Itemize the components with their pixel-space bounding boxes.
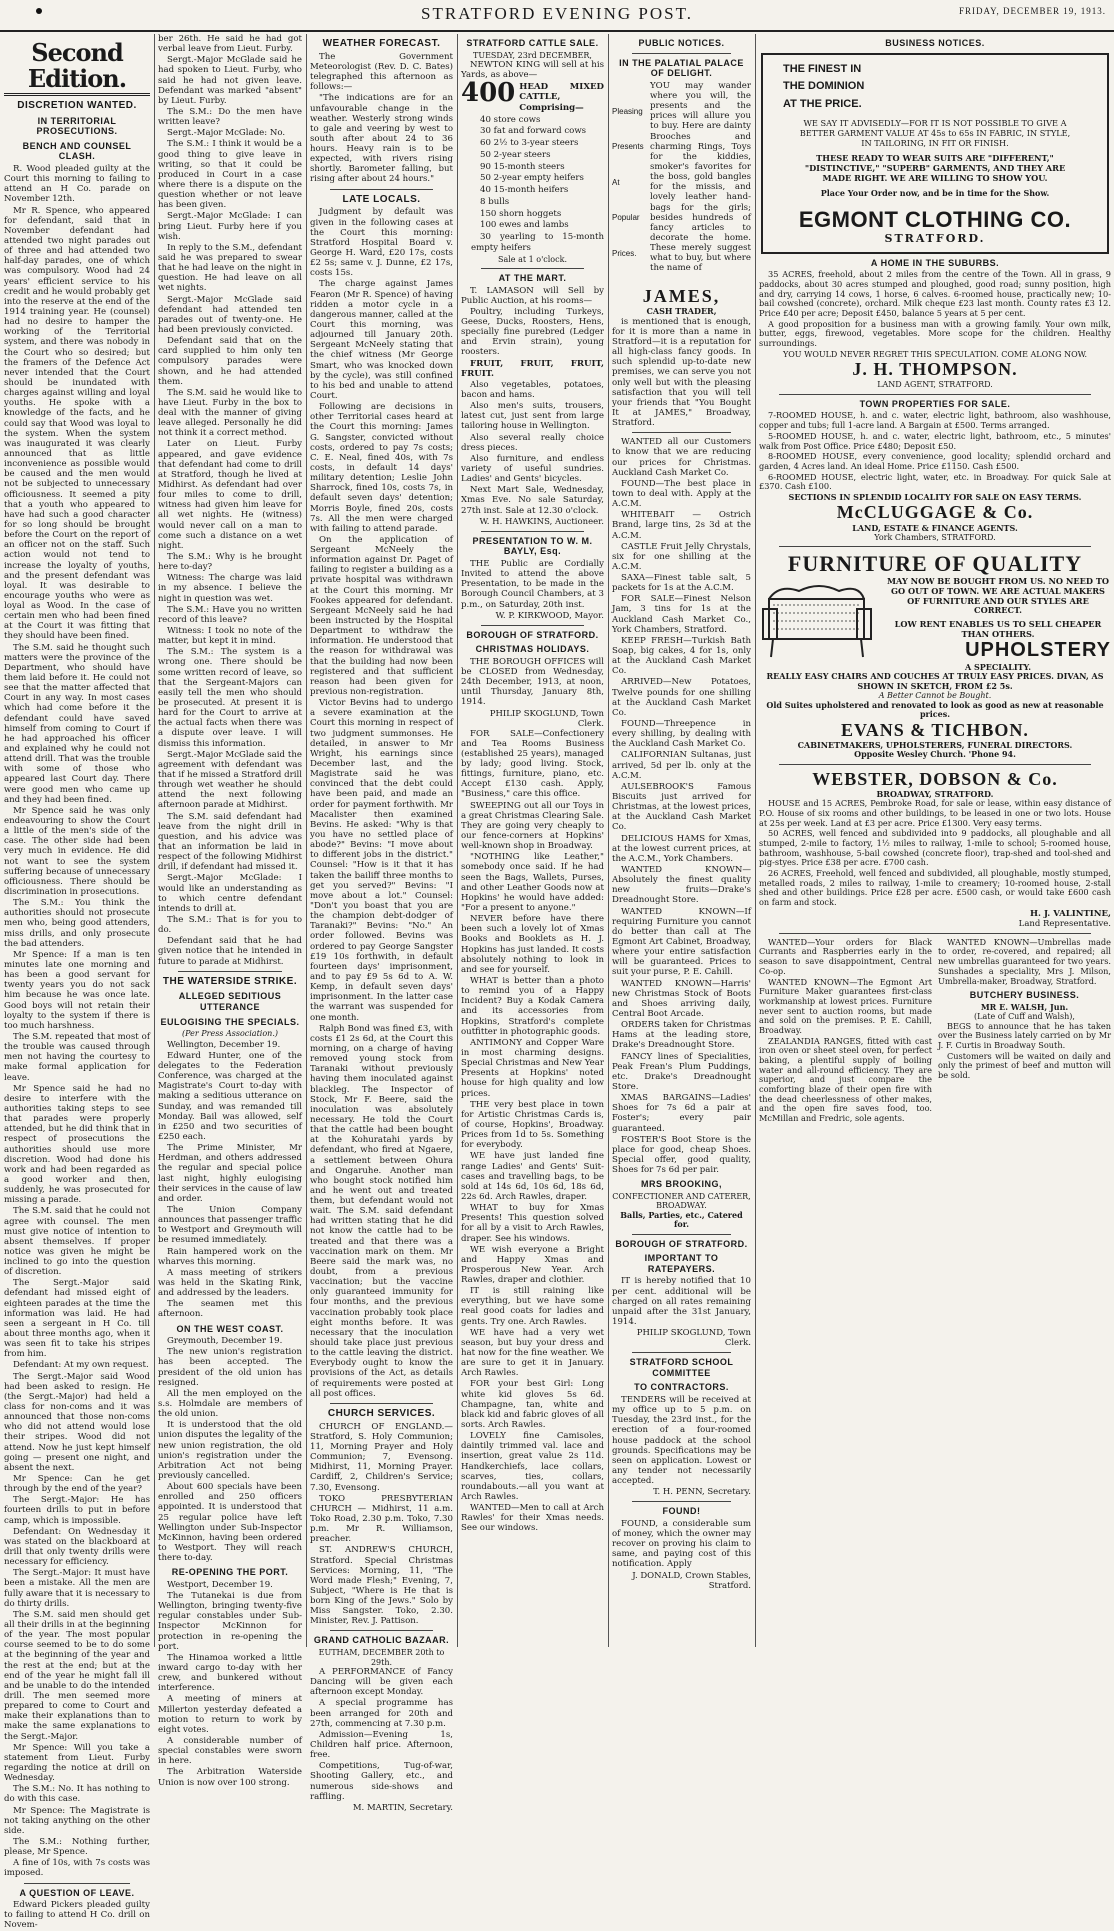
- classified-ad: KEEP FRESH—Turkish Bath Soap, big cakes, 4 for 1s, only at the Auckland Cash Market Co.: [612, 635, 751, 677]
- classified-ad: WANTED KNOWN—Umbrellas made to order, re-covered, and repaired; all new umbrellas guaranteed for two years. Sunshades a speciality, Mrs J. Milson, Umbrella-maker, Broadway, Stratford.: [938, 936, 1111, 986]
- subheadline: RE-OPENING THE PORT.: [171, 1567, 289, 1578]
- classified-ad: WANTED KNOWN—The Egmont Art Furniture Maker guarantees first-class workmanship at lowest prices. Furniture never sent to auction rooms, but made and sold on the premises. P. E. Cahill, Broadway.: [759, 976, 932, 1035]
- advertiser-address: Opposite Wesley Church. 'Phone 94.: [854, 749, 1016, 760]
- agent-address: BROADWAY, STRATFORD.: [876, 788, 994, 799]
- column-3: [310, 34, 453, 1813]
- paragraph: The charge against James Fearon (Mr R. Spence) of having ridden a motor cycle in a dangerous manner, called at the Court this morning, was adjourned till January 20th. Sergeant McNeely stating that the chief witness (Mr George Smart, who was knocked down by the cycle), was still confined to his bed and unable to attend Court.: [310, 279, 453, 401]
- headline: CHURCH SERVICES.: [327, 1407, 436, 1419]
- classified-columns: [759, 938, 1111, 1125]
- paragraph: THE Public are Cordially Invited to attend the above Presentation, to be made in the Borough Council Chambers, at 3 p.m., on Saturday, 20th inst.: [461, 558, 604, 610]
- classified-ad: ARRIVED—New Potatoes, Twelve pounds for one shilling at the Auckland Cash Market Co.: [612, 677, 751, 718]
- advert-body: LOW RENT ENABLES US TO SELL CHEAPER THAN OTHERS.: [894, 619, 1102, 639]
- paragraph: The Arbitration Waterside Union is now over 100 strong.: [158, 1767, 302, 1788]
- column-rule: [154, 34, 155, 1647]
- advert-body: A Better Cannot be Bought.: [878, 691, 992, 701]
- classified-ad: XMAS BARGAINS—Ladies' Shoes for 7s 6d a pair at Foster's; every pair guaranteed.: [612, 1093, 751, 1134]
- divider: [330, 189, 433, 190]
- classified-ad: WANTED KNOWN—If requiring Furniture you cannot do better than call at The Egmont Art Cabinet, Broadway, where your entire satisfaction will be guaranteed. Prices to suit your purse, P. E. Cahill.: [612, 906, 751, 978]
- paragraph: Sergt.-Major McGlade said he had spoken to Lieut. Furby, who said he had not given leave. Defendant was marked "absent" by Lieut. Furby.: [158, 55, 302, 106]
- issue-date: FRIDAY, DECEMBER 19, 1913.: [958, 6, 1106, 16]
- classified-ad: WHAT to buy for Xmas Presents! This question solved for all by a visit to Arch Rawles, draper. See his windows.: [461, 1203, 604, 1244]
- lot-item: 40 store cows: [480, 114, 541, 125]
- paragraph: Defendant said that he had given notice that he intended in future to parade at Midhirst.: [158, 936, 302, 967]
- paragraph: The S.M.: Why is he brought here to-day?: [158, 552, 302, 573]
- paragraph: The S.M. said that he could not agree with counsel. The men must give notice of intention to absent themselves. If proper notice was given he might be inclined to go into the question of discretion.: [4, 1206, 150, 1278]
- classified-ad: NEVER before have there been such a lovely lot of Xmas Books and Booklets as H. J. Hopkins has just landed. It costs absolutely nothing to look in and see for yourself.: [461, 914, 604, 975]
- column-6: [759, 34, 1111, 1647]
- paragraph: Edward Hunter, one of the delegates to the Federation Conference, was charged at the Magistrate's Court to-day with making a seditious utterance on Sunday, and was remanded till Monday. Bail was allowed, self in £250 and two securities of £250 each.: [158, 1050, 302, 1142]
- listing: 8-ROOMED HOUSE, every convenience, good locality; splendid orchard and garden, 4 Acres land. An ideal Home. Price £1150. Cash £500.: [759, 451, 1111, 471]
- advert-slogan: [783, 61, 1101, 114]
- paragraph: FOUND, a considerable sum of money, which the owner may recover on proving his claim to same, and paying cost of this notification. Apply: [612, 1518, 751, 1570]
- slogan-line: THE FINEST IN: [783, 62, 862, 75]
- divider: [481, 268, 584, 269]
- subheadline: IN THE PALATIAL PALACE OF DELIGHT.: [619, 57, 744, 79]
- paragraph: The new union's registration has been accepted. The president of the old union has resigned.: [158, 1347, 302, 1388]
- headline: PUBLIC NOTICES.: [638, 38, 725, 48]
- paragraph: ber 26th. He said he had got verbal leave from Lieut. Furby.: [158, 34, 302, 55]
- classified-ad: BEGS to announce that he has taken over the Business lately carried on by Mr J. F. Curtis in Broadway South.: [938, 1020, 1111, 1050]
- listing: 6-ROOMED HOUSE, electric light, water, etc. in Broadway. For quick Sale at £370. Cash £100.: [759, 471, 1111, 492]
- masthead: [0, 0, 1114, 32]
- paragraph: Sergt.-Major McGlade said defendant had attended ten parades out of twenty-one. He had been previously convicted.: [158, 294, 302, 335]
- newspaper-title: STRATFORD EVENING POST.: [421, 4, 693, 23]
- headline: AT THE MART.: [498, 273, 567, 283]
- classified-ad: WE wish everyone a Bright and Happy Xmas and Prosperous New Year. Arch Rawles, draper and clothier.: [461, 1244, 604, 1286]
- paragraph: The S.M.: Nothing further, please, Mr Spence.: [4, 1836, 150, 1858]
- paragraph: Victor Bevins had to undergo a severe examination at the Court this morning in respect of two judgment summonses. He detailed, in answer to Mr Wright, his earnings since December last, and the Magistrate said he was convinced that the debt could have been paid, and made an order for payment forthwith. Mr Macalister then examined Bevins. He asked: "Why is that you have no settled place of abode?" Bevins: "I move about to different jobs in the district." Counsel: "How is it that it has taken the bailiff three months to get you served?" Bevins: "I move about a lot." Counsel: "Don't you boast that you are the champion debt-dodger of Taranaki?" Bevins: "No." An order followed. Bevins was ordered to pay George Sangster £19 10s forthwith, in default fourteen days' imprisonment, and to pay £9 5s 6d to A. W. Kemp, in default seven days' imprisonment. In the latter case the warrant was suspended for one month.: [310, 698, 453, 1023]
- headline: A QUESTION OF LEAVE.: [19, 1887, 135, 1898]
- paragraph: Defendant: At my own request.: [13, 1360, 149, 1371]
- signature: W. H. HAWKINS, Auctioneer.: [479, 516, 604, 527]
- paragraph: The Sergt.-Major said defendant had missed eight of eighteen parades at the time the information was laid. He had seen a sergeant in H Co. till about three months ago, when it was seen fit to take his stripes from him.: [4, 1278, 150, 1360]
- paragraph: Mr Spence said he was only endeavouring to show the Court a little of the men's side of the case. The other side had been very much in evidence. He did not want to see the system suffering because of unnecessary officiousness. There should be discrimination in prosecutions.: [4, 805, 150, 897]
- headline: BOROUGH OF STRATFORD.: [466, 629, 599, 640]
- divider: [330, 1403, 433, 1404]
- subheadline: IN TERRITORIAL PROSECUTIONS.: [36, 115, 118, 137]
- agent-title: LAND, ESTATE & FINANCE AGENTS.: [852, 522, 1018, 533]
- paragraph: R. Wood pleaded guilty at the Court this morning to failing to attend an H Co. parade on November 12th.: [4, 164, 150, 205]
- dateline: Greymouth, December 19.: [167, 1336, 283, 1347]
- paragraph: Also furniture, and endless variety of useful sundries. Ladies' and Gents' bicycles.: [461, 453, 604, 485]
- divider: [481, 531, 584, 532]
- headline: DISCRETION WANTED.: [17, 99, 137, 111]
- cattle-heading: HEAD MIXED CATTLE, Comprising—: [519, 82, 604, 113]
- paragraph: Sergt.-Major McGlade said the agreement with defendant was that if he missed a Stratford drill through wet weather he should attend the next following afternoon parade at Midhirst.: [158, 749, 302, 811]
- subheadline: EULOGISING THE SPECIALS.: [160, 1016, 300, 1027]
- column-4: [461, 34, 604, 1647]
- lot-item: 30 yearling to 15-month empty heifers: [471, 232, 604, 253]
- classified-ad: ORDERS taken for Christmas Hams at the leading store, Drake's Dreadnought Store.: [612, 1020, 751, 1051]
- paragraph: Rain hampered work on the wharves this morning.: [158, 1246, 302, 1267]
- classified-ad: WE have had a very wet season, but buy your dress and hat now for the fine weather. We are sure to get it in January. Arch Rawles.: [461, 1327, 604, 1379]
- paragraph: A fine of 10s, with 7s costs was imposed.: [4, 1858, 150, 1879]
- advertiser-trade: CABINETMAKERS, UPHOLSTERERS, FUNERAL DIRECTORS.: [797, 739, 1073, 750]
- divider: [779, 764, 1091, 765]
- divan-sketch-icon: [759, 579, 879, 669]
- column-5: [612, 34, 751, 1647]
- paragraph: YOU WOULD NEVER REGRET THIS SPECULATION. COME ALONG NOW.: [782, 349, 1088, 359]
- advertiser-name: EGMONT CLOTHING CO.: [798, 206, 1072, 232]
- divider: [632, 1501, 731, 1502]
- classified-ad: AULSEBROOK'S Famous Biscuits just arrived for Christmas, at the lowest prices, at the Auckland Cash Market Co.: [612, 781, 751, 833]
- column-1: [4, 34, 150, 1931]
- headline: LATE LOCALS.: [342, 193, 421, 205]
- headline: PRESENTATION TO W. M. BAYLY, Esq.: [472, 535, 593, 557]
- classified-ad: WHITEBAIT — Ostrich Brand, large tins, 2s 3d at the A.C.M.: [612, 510, 751, 541]
- paragraph: About 600 specials have been enrolled and 250 officers appointed. It is understood that 25 regular police have left Wellington under Sub-Inspector McKinnon, having been ordered to Westport. They will reach there to-day.: [158, 1482, 302, 1564]
- advert-body: MAY NOW BE BOUGHT FROM US. NO NEED TO GO OUT OF TOWN. WE ARE ACTUAL MAKERS OF FURNITURE AND OUR STYLES ARE CORRECT.: [886, 576, 1110, 616]
- paragraph: CHURCH OF ENGLAND.—Stratford, S. Holy Communion; 11, Morning Prayer and Holy Communion; 7, Evensong. Midhirst, 11, Morning Prayer. Cardiff, 2, Children's Service; 7.30, Evensong.: [310, 1421, 453, 1493]
- subheadline: ALLEGED SEDITIOUS UTTERANCE: [178, 991, 282, 1013]
- classified-ad: WANTED KNOWN—Absolutely the finest quality new fruits—Drake's Dreadnought Store.: [612, 865, 751, 906]
- advert-body: REALLY EASY CHAIRS AND COUCHES AT TRULY EASY PRICES. DIVAN, AS SHOWN IN SKETCH, FROM £2 5s.: [766, 671, 1104, 691]
- divider: [632, 1234, 731, 1235]
- headline: WEATHER FORECAST.: [322, 38, 441, 49]
- classified-ad: LOVELY fine Camisoles, daintily trimmed val. lace and insertion, great value 2s 11d. Handkerchiefs, lace collars, scarves, ties, collars, roundabouts.—all you want at Arch Rawles.: [461, 1431, 604, 1503]
- listing: 26 ACRES, Freehold, well fenced and subdivided, all ploughable, mostly stumped, metalled roads, 2 miles to railway, 1-mile to creamery; 10-roomed house, 2-stall shed and other buildings. Price £28 per acre. £500 cash, or would take £600 cash on farm and stock.: [759, 868, 1111, 908]
- edition-banner: Second Edition.: [4, 40, 150, 96]
- paragraph: The S.M.: That is for you to do.: [158, 914, 302, 936]
- paragraph: Witness: I took no note of the matter, but kept it in mind.: [158, 626, 302, 647]
- headline: STRATFORD SCHOOL COMMITTEE: [629, 1357, 734, 1378]
- column-rule: [608, 34, 609, 1647]
- listing: 7-ROOMED HOUSE, h. and c. water, electric light, bathroom, also washhouse, copper and tubs; full 1-acre land. A Bargain at £500. Terms arranged.: [759, 410, 1111, 431]
- paragraph: The seamen met this afternoon.: [158, 1299, 302, 1320]
- wire-credit: (Per Press Association.): [182, 1029, 278, 1039]
- subheadline: CHRISTMAS HOLIDAYS.: [475, 644, 590, 655]
- cattle-number: 400: [461, 78, 516, 109]
- paragraph: The Tutanekai is due from Wellington, bringing twenty-five regular constables under Sub-Inspector McKinnon for protection in re-opening the port.: [158, 1590, 302, 1652]
- classified-ad: FOR SALE—Confectionery and Tea Rooms Business (established 25 years), managed by lady; good living. Stock, fittings, furniture, piano, etc. Accept £130 cash. Apply, "Business," care this office.: [461, 728, 604, 800]
- cattle-lots: [461, 115, 604, 254]
- lot-item: 40 15-month heifers: [480, 185, 569, 196]
- advert-subtitle: UPHOLSTERY: [965, 639, 1111, 662]
- lot-item: 50 2-year steers: [480, 149, 551, 160]
- paragraph: The S.M.: The system is a wrong one. There should be some written record of leave, so that the Sergeant-Majors can easily tell the men who should be prosecuted. At present it is hard for the Court to arrive at the actual facts when there was a dispute over leave. I will dismiss this information.: [158, 647, 302, 749]
- lot-item: 60 2½ to 3-year steers: [480, 138, 579, 149]
- paragraph: Admission—Evening 1s, Children half price. Afternoon, free.: [310, 1729, 453, 1761]
- paragraph: The Government Meteorologist (Rev. D. C. Bates) telegraphed this afternoon as follows:—: [310, 51, 453, 93]
- column-rule: [306, 34, 307, 1647]
- classified-ad: "NOTHING like Leather," somebody once said. If he had seen the Bags, Wallets, Purses, and other Leather Goods now at Hopkins' he would have added: "For a present to anyone.": [461, 852, 604, 913]
- signature: J. DONALD, Crown Stables, Stratford.: [632, 1570, 751, 1591]
- agent-address: York Chambers, STRATFORD.: [874, 532, 996, 542]
- paragraph: The S.M.: Have you no written record of this leave?: [158, 604, 302, 625]
- paragraph: Mr R. Spence, who appeared for defendant, said that in November defendant had attended two night parades out of three and had attended two half-day parades, one of which was compulsory. Wood had 24 years' efficient service to his credit and he would probably get into the reserve at the end of the 1914 training year. He (counsel) had no desire to hamper the working of the Territorial system, and there was nobody in the Court who so desired; but the framers of the Defence Act never intended that the Court should be inundated with charges against willing and loyal youths. He spoke with a knowledge of the facts, and he could say that Wood was loyal to the system. When the system was inaugurated it was clearly announced that as little inconvenience as possible would be caused and the men would not be subjected to unnecessary officiousness. It seemed a pity that a youth who appeared to have had such a good character for so long should be brought before the Court on the report of an officer not on the staff. Such action would not tend to increase the loyalty of youths, and the present defendant was loyal. It was desirable to encourage youths who were as loyal as Wood. In the case of certain men who had been fined at the Court it was fitting that they should have been fined.: [4, 205, 150, 642]
- paragraph: TOKO PRESBYTERIAN CHURCH — Midhirst, 11 a.m. Toko Road, 2.30 p.m. Toko, 7.30 p.m. Mr R. Williamson, preacher.: [310, 1493, 453, 1545]
- paragraph: Sergt.-Major McGlade: No.: [167, 128, 286, 139]
- divider: [779, 394, 1091, 395]
- headline: BUSINESS NOTICES.: [885, 38, 985, 48]
- paragraph: 35 ACRES, freehold, about 2 miles from the centre of the Town. All in grass, 9 paddocks, about 30 acres stumped and ploughed, good road; sunny position, high and dry, carrying 14 cows, 1 horse, 6 calves. 6-roomed house, practically new; 10-bail cowshed (concrete), orchard. Milk cheque £23 last month. County rates £3 12. Price £40 per acre; Deposit £450, balance 5 years at 5 per cent.: [759, 269, 1111, 319]
- classified-ad: CALIFORNIAN Sultanas, just arrived, 5d per lb. only at the A.C.M.: [612, 750, 751, 781]
- paragraph: Judgment by default was given in the following cases at the Court this morning: Stratford Hospital Board v. George H. Ward, £20 17s, costs £2 5s; same v. J. Dunne, £2 17s, costs 15s.: [310, 207, 453, 279]
- paragraph: Defendant said that on the card supplied to him only ten compulsory parades were shown, and he had attended them.: [158, 336, 302, 387]
- lot-item: 30 fat and forward cows: [480, 126, 587, 137]
- column-rule: [755, 34, 756, 1647]
- paragraph: Also several really choice dress pieces.: [461, 432, 604, 453]
- paragraph: ST. ANDREW'S CHURCH, Stratford. Special Christmas Services: Morning, 11, "The Word made Flesh;" Evening, 7, Subject, "Where is He that is born King of the Jews." Solo by Miss Sangster. Toko, 2.30. Minister, Rev. J. Pattison.: [310, 1545, 453, 1627]
- paragraph: A special programme has been arranged for 20th and 27th, commencing at 7.30 p.m.: [310, 1698, 453, 1729]
- divider: [779, 546, 1091, 547]
- paragraph: NEWTON KING will sell at his Yards, as above—: [461, 60, 604, 81]
- paragraph: A PERFORMANCE of Fancy Dancing will be given each afternoon except Monday.: [310, 1666, 453, 1698]
- classified-ad: IT is still raining like everything, but we have some real good coats for ladies and gents. Try one. Arch Rawles.: [461, 1286, 604, 1327]
- slogan-line: AT THE PRICE.: [783, 97, 862, 110]
- agent-name: H. J. VALINTINE,: [1030, 908, 1111, 919]
- paragraph: Witness: The charge was laid in my absence. I believe the night in question was wet.: [158, 573, 302, 604]
- dateline: Westport, December 19.: [167, 1579, 273, 1590]
- paragraph: Following are decisions in other Territorial cases heard at the Court this morning: James G. Sangster, convicted without costs, ordered to pay 7s costs; C. E. Neal, fined 40s, with 7s costs, in default 14 days' military detention; Leslie John Sharrock, fined 10s, costs 7s, in default seven days' detention; Morris Boyle, fined 20s, costs 7s. All the men were charged with failing to attend parade.: [310, 402, 453, 534]
- agent-name: McCLUGGAGE & Co.: [836, 502, 1034, 523]
- slogan-line: THE DOMINION: [783, 80, 865, 93]
- paragraph: Next Mart Sale, Wednesday, Xmas Eve. No sale Saturday, 27th inst. Sale at 12.30 o'clock.: [461, 485, 604, 516]
- paragraph: Mr Spence: The Magistrate is not taking anything on the other side.: [4, 1805, 150, 1836]
- advertiser-note: (Late of Cuff and Walsh),: [974, 1012, 1075, 1022]
- advert-cta: Place Your Order now, and be in time for the Show.: [820, 188, 1050, 199]
- side-label: Presents: [612, 142, 644, 152]
- sale-time: Sale at 1 o'clock.: [498, 254, 567, 264]
- paragraph: A considerable number of special constables were sworn in here.: [158, 1735, 302, 1767]
- paragraph: IT is hereby notified that 10 per cent. additional will be charged on all rates remaining unpaid after the 31st January, 1914.: [612, 1276, 751, 1327]
- classified-ad: WE have just landed fine range Ladies' and Gents' Suit-cases and travelling bags, to be sold at 14s 6d, 10s 6d, 18s 6d, 22s 6d. Arch Rawles, draper.: [461, 1151, 604, 1202]
- divider: [24, 1883, 130, 1884]
- paragraph: The Sergt.-Major: It must have been a mistake. All the men are fully aware that it is necessary to do thirty drills.: [4, 1568, 150, 1609]
- lot-item: 50 2-year empty heifers: [480, 173, 584, 184]
- classified-ad: FOR your best Girl: Long white kid gloves 5s 6d. Champagne, tan, white and black kid and fabric gloves of all sorts. Arch Rawles.: [461, 1379, 604, 1431]
- paragraph: Poultry, including Turkeys, Geese, Ducks, Roosters, Hens, specially fine purebred (Ledger and Ervin strain), young roosters.: [461, 306, 604, 358]
- headline: BOROUGH OF STRATFORD.: [615, 1238, 748, 1249]
- signature: W. P. KIRKWOOD, Mayor.: [495, 610, 604, 621]
- headline: GRAND CATHOLIC BAZAAR.: [313, 1635, 450, 1646]
- paragraph: Defendant: On Wednesday it was stated on the blackboard at drill that only twenty drills were necessary for efficiency.: [4, 1526, 150, 1568]
- paragraph: Later on Lieut. Furby appeared, and gave evidence that defendant had come to drill at Stratford, though he lived at Midhirst. As defendant had over four miles to come to drill, witness had given him leave for all wet nights. He (witness) would never call on a man to come such a distance on a wet night.: [158, 439, 302, 551]
- lot-item: 8 bulls: [480, 196, 510, 207]
- side-label: Prices.: [612, 248, 637, 258]
- advert-body: Old Suites upholstered and renovated to look as good as new at reasonable prices.: [766, 699, 1104, 720]
- divider: [779, 933, 1091, 934]
- paragraph: Competitions, Tug-of-war, Shooting Gallery, etc., and numerous side-shows and raffling.: [310, 1761, 453, 1802]
- james-advert: [612, 81, 751, 284]
- egmont-advert: [761, 53, 1109, 254]
- advertiser-tagline: Balls, Parties, etc., Catered for.: [620, 1209, 743, 1230]
- classified-left: [759, 938, 932, 1125]
- paragraph: A meeting of miners at Millerton yesterday defeated a motion to return to work by eight votes.: [158, 1694, 302, 1735]
- lot-item: 90 15-month steers: [480, 161, 565, 172]
- paragraph: THE BOROUGH OFFICES will be CLOSED from Wednesday, 24th December, 1913, at noon, until Thursday, January 8th, 1914.: [461, 656, 604, 708]
- advertiser-town: STRATFORD.: [884, 231, 986, 245]
- classified-ad: SWEEPING out all our Toys in a great Christmas Clearing Sale. They are going very cheaply to our fence-corners at Hopkins' well-known shop in Broadway.: [461, 800, 604, 852]
- headline: THE WATERSIDE STRIKE.: [162, 975, 298, 987]
- paragraph: The S.M. said he would like to have Lieut. Furby in the box to deal with the manner of giving leave alleged. Personally he did not think it a correct method.: [158, 387, 302, 439]
- paragraph: Mr Spence: Will you take a statement from Lieut. Furby regarding the notice at drill on Wednesday.: [4, 1742, 150, 1784]
- agent-name: J. H. THOMPSON.: [852, 359, 1018, 380]
- column-2: [158, 34, 302, 1788]
- divider: [330, 1630, 433, 1631]
- divider: [481, 625, 584, 626]
- paragraph: Mr Spence: If a man is ten minutes late one morning and has been a good servant for twenty years you do not sack him because he was once late. Good boys will not retain their loyalty to the system if there is too much harshness.: [4, 949, 150, 1031]
- subheadline: IMPORTANT TO RATEPAYERS.: [644, 1253, 719, 1274]
- advertiser-name: EVANS & TICHBON.: [841, 719, 1029, 740]
- paragraph: The S.M.: You think the authorities should not prosecute men who, being good attenders, miss drills, and only prosecute the bad attenders.: [4, 898, 150, 949]
- paragraph: T. LAMASON will Sell by Public Auction, at his rooms—: [461, 285, 604, 306]
- column-rule: [457, 34, 458, 1647]
- classified-ad: THE very best place in town for Artistic Christmas Cards is, of course, Hopkins', Broadway. Prices from 1d to 5s. Something for everybody.: [461, 1099, 604, 1151]
- headline: TOWN PROPERTIES FOR SALE.: [859, 398, 1011, 409]
- paragraph: TENDERS will be received at my office up to 5 p.m. on Tuesday, the 23rd inst., for the erection of a four-roomed house paddock at the school grounds. Specifications may be seen on application. Lowest or any tender not necessarily accepted.: [612, 1394, 751, 1487]
- classified-ad: ZEALANDIA RANGES, fitted with cast iron oven or sheet steel oven, for perfect baking, a plentiful supply of boiling water and all-round efficiency. They are superior, and just compare the comforting blaze of their open fire with the dead cheerlessness of other makes, and the open fire saves food, too. McMillan and Fredric, sole agents.: [759, 1035, 932, 1123]
- classified-ad: WANTED all our Customers to know that we are reducing our prices for Christmas. Auckland Cash Market Co.: [612, 437, 751, 478]
- paragraph: Sergt.-Major McGlade: I would like an understanding as to which centre defendant intends to drill at.: [158, 873, 302, 914]
- classified-ad: CASTLE Fruit Jelly Chrystals, six for one shilling at the A.C.M.: [612, 541, 751, 572]
- side-label: At: [612, 177, 620, 187]
- paragraph: The S.M. said men should get all their drills in at the beginning of the year. The most popular course seemed to be to do some at the beginning of the year and the rest at the end; but at the end of the year he might fall ill and be unable to do the intended drill. The men seemed more prepared to come to Court and make their explanations than to make the same explanations to the Sergt.-Major.: [4, 1609, 150, 1742]
- classified-ad: FOUND—The best place in town to deal with. Apply at the A.C.M.: [612, 478, 751, 510]
- side-label: Popular: [612, 213, 640, 223]
- subheadline: TO CONTRACTORS.: [634, 1382, 729, 1393]
- paragraph: Mr Spence: Can he get through by the end of the year?: [4, 1474, 150, 1495]
- sale-date: TUESDAY, 23rd DECEMBER,: [473, 50, 592, 60]
- subheadline: ON THE WEST COAST.: [176, 1323, 284, 1334]
- paragraph: A mass meeting of strikers was held in the Skating Rink, and addressed by the leaders.: [158, 1267, 302, 1299]
- advert-body: YOU may wander where you will, the presents and the prices will allure you to buy. Here are dainty Brooches and charming Rings, Toys for the kiddies, smoker's favorites for the boss, gold bangles for the missis, and lovely leather hand-bags for the girls; besides hundreds of fancy articles to decorate the home. These merely suggest what to buy, but where the name of: [650, 80, 751, 274]
- event-dates: EUTHAM, DECEMBER 20th to 29th.: [318, 1648, 445, 1667]
- paragraph: The S.M.: No. It has nothing to do with this case.: [4, 1784, 150, 1805]
- headline: STRATFORD CATTLE SALE.: [466, 38, 599, 48]
- advertiser-trade: CONFECTIONER AND CATERER, BROADWAY.: [612, 1191, 751, 1211]
- paragraph: The Prime Minister, Mr Herdman, and others addressed the regular and special police last night, highly eulogising their services in the cause of law and order.: [158, 1143, 302, 1204]
- agent-name: WEBSTER, DOBSON & Co.: [812, 768, 1058, 789]
- advertiser-name: JAMES,: [642, 286, 721, 307]
- divider: [178, 971, 282, 972]
- classified-ad: Customers will be waited on daily and only the primest of beef and mutton will be sold.: [938, 1050, 1111, 1081]
- headline: FOUND!: [662, 1506, 701, 1517]
- dateline: Wellington, December 19.: [167, 1039, 281, 1050]
- paragraph: The Sergt.-Major said Wood had been asked to resign. He (the Sergt.-Major) had held a class for non-coms and it was announced that those non-coms who did not attend would lose their stripes. Wood did not attend. Now he just kept himself going — present one night, and absent the next.: [4, 1371, 150, 1473]
- advert-title: FURNITURE OF QUALITY: [787, 551, 1083, 577]
- classified-ad: WANTED—Men to call at Arch Rawles' for their Xmas needs. See our windows.: [461, 1503, 604, 1534]
- paragraph: A good proposition for a business man with a growing family. Your own milk, butter, eggs, firewood, vegetables. More scope for the children. Healthy surroundings.: [759, 318, 1111, 349]
- advertiser-name: MR E. WALSH, Jun.: [980, 1001, 1069, 1012]
- divider: [632, 1352, 731, 1353]
- side-label: Pleasing: [612, 106, 643, 116]
- divider: [632, 53, 731, 54]
- paragraph: Also vegetables, potatoes, bacon and hams.: [461, 379, 604, 401]
- listing: 50 ACRES, well fenced and subdivided into 9 paddocks, all ploughable and all stumped, 2-mile to factory, 1½ miles to railway, 1-mile to school; 5-roomed house, bathroom, washhouse, 5-bail cowshed (concrete floor), trap-shed and tool-shed and pig-styes. Price £38 per acre. £700 cash.: [759, 828, 1111, 868]
- paragraph: All the men employed on the s.s. Holmdale are members of the old union.: [158, 1388, 302, 1420]
- signature: M. MARTIN, Secretary.: [352, 1802, 453, 1813]
- paragraph: The S.M. repeated that most of the trouble was caused through men not having the courtesy to make formal application for leave.: [4, 1031, 150, 1083]
- subheadline: BENCH AND COUNSEL CLASH.: [22, 140, 132, 162]
- headline: MRS BROOKING,: [640, 1179, 722, 1190]
- classified-ad: FOSTER'S Boot Store is the place for good, cheap Shoes. Special offer, good quality, Shoes for 7s 6d per pair.: [612, 1134, 751, 1176]
- headline: A HOME IN THE SUBURBS.: [870, 257, 1000, 268]
- listing: SECTIONS IN SPLENDID LOCALITY FOR SALE ON EASY TERMS.: [788, 491, 1082, 502]
- paragraph: Ralph Bond was fined £3, with costs £1 2s 6d, at the Court this morning, on a charge of having removed young stock from Taranaki without previously having them inoculated against blackleg. The Inspector of Stock, Mr F. Beere, said the inoculation was absolutely necessary. He told the Court that the cattle had been bought at the Kohuratahi yards by defendant, who fired at Ngaere, a settlement between Ohura and Ongaruhe. Another man who bought stock notified him and he went out and treated them, but defendant would not wait. The S.M. said defendant had written stating that he did not know the cattle had to be treated and that there was a vaccination mark on them. Mr Beere said the mark was, no doubt, from a previous vaccination; but the vaccine only guaranteed immunity for four months, and the previous vaccination probably took place eight months before. It was necessary that the inoculation should take place just previous to the cattle leaving the district. Everybody ought to know the provisions of the Act, as details of requirements were posted at all post offices.: [310, 1023, 453, 1399]
- paragraph: Sergt.-Major McGlade: I can bring Lieut. Furby here if you wish.: [158, 211, 302, 242]
- paragraph: It is understood that the old union disputes the legality of the new union registration, the old union's registration under the Arbitration Act not being previously cancelled.: [158, 1420, 302, 1481]
- classified-right: [938, 938, 1111, 1125]
- agent-title: LAND AGENT, STRATFORD.: [877, 380, 993, 390]
- classified-ad: FOUND—Threepence in every shilling, by dealing with the Auckland Cash Market Co.: [612, 719, 751, 750]
- listing: 5-ROOMED HOUSE, h. and c. water, electric light, bathroom, etc., 5 minutes' walk from Post Office. Price £480; Deposit £50.: [759, 430, 1111, 451]
- paragraph: The S.M.: I think it would be a good thing to give leave in writing, so that it could be produced in Court in a case where there is a dispute on the question whether or not leave has been given.: [158, 139, 302, 211]
- paragraph: Also men's suits, trousers, latest cut, just sent from large tailoring house in Wellington.: [461, 401, 604, 432]
- furniture-advert: [759, 577, 1111, 663]
- advert-body: A SPECIALITY.: [965, 661, 1031, 672]
- lot-item: 100 ewes and lambs: [480, 220, 569, 231]
- classified-ad: SAXA—Finest table salt, 5 packets for 1s at the A.C.M.: [612, 573, 751, 594]
- classified-ad: DELICIOUS HAMS for Xmas, at the lowest current prices, at the A.C.M., York Chambers.: [612, 833, 751, 864]
- advert-body: WE SAY IT ADVISEDLY—FOR IT IS NOT POSSIBLE TO GIVE A BETTER GARMENT VALUE AT 45s to 65s IN FABRIC, IN STYLE, IN TAILORING, IN FIT OR FINISH.: [799, 118, 1071, 148]
- paragraph: In reply to the S.M., defendant said he was prepared to swear that he had leave on the night in question. He had leave on all wet nights.: [158, 242, 302, 294]
- paragraph: The S.M. said he thought such matters were the province of the Department, who should have them laid before it. He could not see that the matter affected that Court in any way. In most cases which had come before it the defendant could have saved himself from coming to Court if he had approached his officer and explained why he could not attend drill. That was the trouble with some of those who appeared last Court day. There were good men who came up and they had been fined.: [4, 642, 150, 805]
- paragraph: Edward Pickers pleaded guilty to failing to attend H Co. drill on Novem-: [4, 1900, 150, 1931]
- paragraph: is mentioned that is enough, for it is more than a name in Stratford—it is a reputation for all high-class fancy goods. In such splendid up-to-date new premises, we can serve you not only well but with the pleasing satisfaction that you will tell your friends that "You Bought It at JAMES," Broadway, Stratford.: [612, 316, 751, 429]
- cattle-count: [461, 78, 604, 113]
- headline: BUTCHERY BUSINESS.: [969, 990, 1080, 1001]
- paragraph: The S.M.: Do the men have written leave?: [158, 106, 302, 128]
- signature: T. H. PENN, Secretary.: [653, 1487, 751, 1498]
- classified-ad: WANTED KNOWN—Harris' new Christmas Stock of Boots and Shoes arriving daily, Central Boot Arcade.: [612, 978, 751, 1019]
- listing: HOUSE and 15 ACRES, Pembroke Road, for sale or lease, within easy distance of P.O. House of six rooms and other buildings, to be leased in one or two lots. House at 25s per week. Land at £3 per acre. Price £1300. Very easy terms.: [759, 798, 1111, 828]
- advertiser-trade: CASH TRADER,: [646, 306, 717, 317]
- classified-ad: FOR SALE—Finest Nelson Jam, 3 tins for 1s at the Auckland Cash Market Co., York Chambers, Stratford.: [612, 594, 751, 635]
- side-labels: [612, 81, 650, 284]
- signature: PHILIP SKOGLUND, Town Clerk.: [636, 1328, 751, 1349]
- paragraph: The Sergt.-Major: He has fourteen drills to put in before camp, which is impossible.: [4, 1495, 150, 1526]
- divider: [632, 432, 731, 433]
- agent-title: Land Representative.: [1018, 918, 1111, 929]
- paragraph: Mr Spence said he had no desire to interfere with the authorities taking steps to see that parades were properly attended, but he did think that in respect of prosecutions the authorities should use more discretion. Wood had done his work and had been regarded as a good worker and then, suddenly, he was prosecuted for missing a parade.: [4, 1083, 150, 1206]
- paragraph: The S.M. said defendant had leave from the night drill in question, and his advice was that an information be laid in respect of the following Midhirst drill, if defendant had missed it.: [158, 811, 302, 873]
- paragraph: The Hinamoa worked a little inward cargo to-day with her crew, and bunkered without interference.: [158, 1652, 302, 1694]
- signature: PHILIP SKOGLUND, Town Clerk.: [489, 708, 604, 729]
- paragraph: FRUIT, FRUIT, FRUIT, FRUIT.: [461, 358, 604, 379]
- classified-ad: WANTED—Your orders for Black Currants and Raspberries early in the season to save disappointment, Central Co-op.: [759, 936, 932, 976]
- paragraph: "The indications are for an unfavourable change in the weather. Westerly strong winds to gale and veering by west to south after about 24 to 36 hours. Heavy rain is to be expected, with rivers rising shortly. Barometer falling, but rising after about 24 hours.": [310, 93, 453, 185]
- lot-item: 150 shorn hoggets: [480, 208, 562, 219]
- advert-body: THESE READY TO WEAR SUITS ARE "DIFFERENT," "DISTINCTIVE," "SUPERB" GARMENTS, AND THEY ARE MADE RIGHT. WE ARE WILLING TO SHOW YOU.: [804, 153, 1066, 183]
- paragraph: The Union Company announces that passenger traffic to Westport and Greymouth will be resumed immediately.: [158, 1204, 302, 1246]
- classified-ad: WHAT is better than a photo to remind you of a Happy Incident? Buy a Kodak Camera and its accessories from Hopkins, Stratford's complete outfitter in photographic goods.: [461, 975, 604, 1037]
- classified-ad: ANTIMONY and Copper Ware in most charming designs. Special Christmas and New Year Presents at Hopkins' noted house for high quality and low prices.: [461, 1037, 604, 1099]
- classified-ad: FANCY lines of Specialities, Peak Frean's Plum Puddings, etc. Drake's Dreadnought Store.: [612, 1051, 751, 1092]
- paragraph: On the application of Sergeant McNeely the information against Dr. Paget of failing to register a building as a private hospital was withdrawn at the Court this morning. Mr Fookes appeared for defendant. Sergeant McNeely said he had been instructed by the Hospital Department to withdraw the information. He understood that the reason for withdrawal was that the building had now been registered and that sufficient reason had been given for previous non-registration.: [310, 534, 453, 698]
